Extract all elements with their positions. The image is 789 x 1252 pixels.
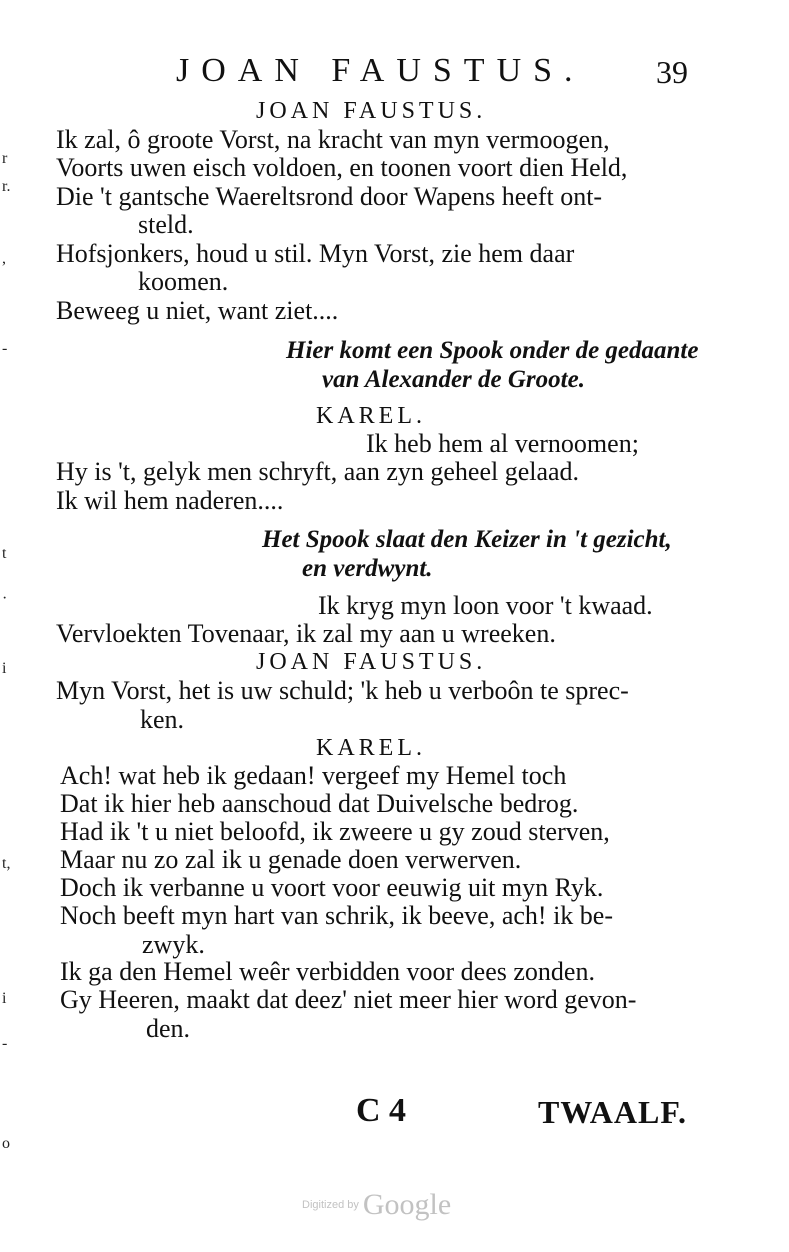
page-number: 39 bbox=[656, 54, 688, 90]
catchword: TWAALF. bbox=[538, 1094, 687, 1130]
gutter-mark: i bbox=[2, 660, 7, 677]
verse-line: Myn Vorst, het is uw schuld; 'k heb u verboôn te sprec- bbox=[56, 676, 629, 705]
gutter-mark: , bbox=[2, 250, 6, 267]
verse-line: Die 't gantsche Waereltsrond door Wapens heeft ont- bbox=[56, 182, 603, 211]
verse-line: Maar nu zo zal ik u genade doen verwerven. bbox=[60, 845, 522, 874]
stage-direction: en verdwynt. bbox=[302, 555, 433, 582]
verse-line: Voorts uwen eisch voldoen, en toonen voort dien Held, bbox=[56, 153, 628, 182]
gutter-mark: t bbox=[2, 545, 7, 562]
verse-line: Ik heb hem al vernoomen; bbox=[366, 429, 639, 458]
verse-line: Ik ga den Hemel weêr verbidden voor dees zonden. bbox=[60, 957, 595, 986]
stage-direction: van Alexander de Groote. bbox=[322, 366, 585, 393]
verse-line: ken. bbox=[140, 705, 185, 734]
verse-line: Doch ik verbanne u voort voor eeuwig uit myn Ryk. bbox=[60, 873, 604, 902]
verse-line: Ach! wat heb ik gedaan! vergeef my Hemel toch bbox=[60, 761, 567, 790]
watermark-small-text: Digitized by bbox=[302, 1199, 359, 1211]
speaker-heading: KAREL. bbox=[316, 403, 426, 429]
gutter-mark: i bbox=[2, 990, 7, 1007]
gutter-mark: r. bbox=[2, 178, 11, 195]
verse-line: Hy is 't, gelyk men schryft, aan zyn geheel gelaad. bbox=[56, 457, 580, 486]
verse-line: koomen. bbox=[138, 267, 229, 296]
verse-line: Hofsjonkers, houd u stil. Myn Vorst, zie hem daar bbox=[56, 239, 575, 268]
signature-mark: C 4 bbox=[356, 1092, 407, 1129]
speaker-heading: JOAN FAUSTUS. bbox=[256, 98, 487, 124]
verse-line: Gy Heeren, maakt dat deez' niet meer hier word gevon- bbox=[60, 985, 637, 1014]
gutter-mark: - bbox=[2, 1035, 8, 1052]
google-watermark bbox=[302, 1188, 451, 1222]
gutter-mark: o bbox=[2, 1135, 10, 1152]
watermark-logo-text: Google bbox=[362, 1188, 452, 1221]
running-head: JOAN FAUSTUS. bbox=[176, 52, 585, 89]
verse-line: Beweeg u niet, want ziet.... bbox=[56, 296, 339, 325]
gutter-mark: r bbox=[2, 150, 8, 167]
verse-line: Ik wil hem naderen.... bbox=[56, 486, 284, 515]
verse-line: den. bbox=[146, 1014, 191, 1043]
verse-line: zwyk. bbox=[142, 930, 205, 959]
verse-line: Dat ik hier heb aanschoud dat Duivelsche bedrog. bbox=[60, 789, 579, 818]
stage-direction: Het Spook slaat den Keizer in 't gezicht, bbox=[262, 526, 672, 553]
gutter-mark: - bbox=[2, 340, 8, 357]
gutter-mark: · bbox=[2, 590, 8, 607]
speaker-heading: JOAN FAUSTUS. bbox=[256, 649, 487, 675]
verse-line: Ik kryg myn loon voor 't kwaad. bbox=[318, 591, 653, 620]
speaker-heading: KAREL. bbox=[316, 735, 426, 761]
verse-line: steld. bbox=[138, 210, 194, 239]
stage-direction: Hier komt een Spook onder de gedaante bbox=[286, 337, 699, 364]
verse-line: Vervloekten Tovenaar, ik zal my aan u wreeken. bbox=[56, 619, 556, 648]
verse-line: Ik zal, ô groote Vorst, na kracht van myn vermoogen, bbox=[56, 125, 610, 154]
verse-line: Noch beeft myn hart van schrik, ik beeve, ach! ik be- bbox=[60, 901, 614, 930]
gutter-mark: t, bbox=[2, 855, 11, 872]
verse-line: Had ik 't u niet beloofd, ik zweere u gy zoud sterven, bbox=[60, 817, 610, 846]
